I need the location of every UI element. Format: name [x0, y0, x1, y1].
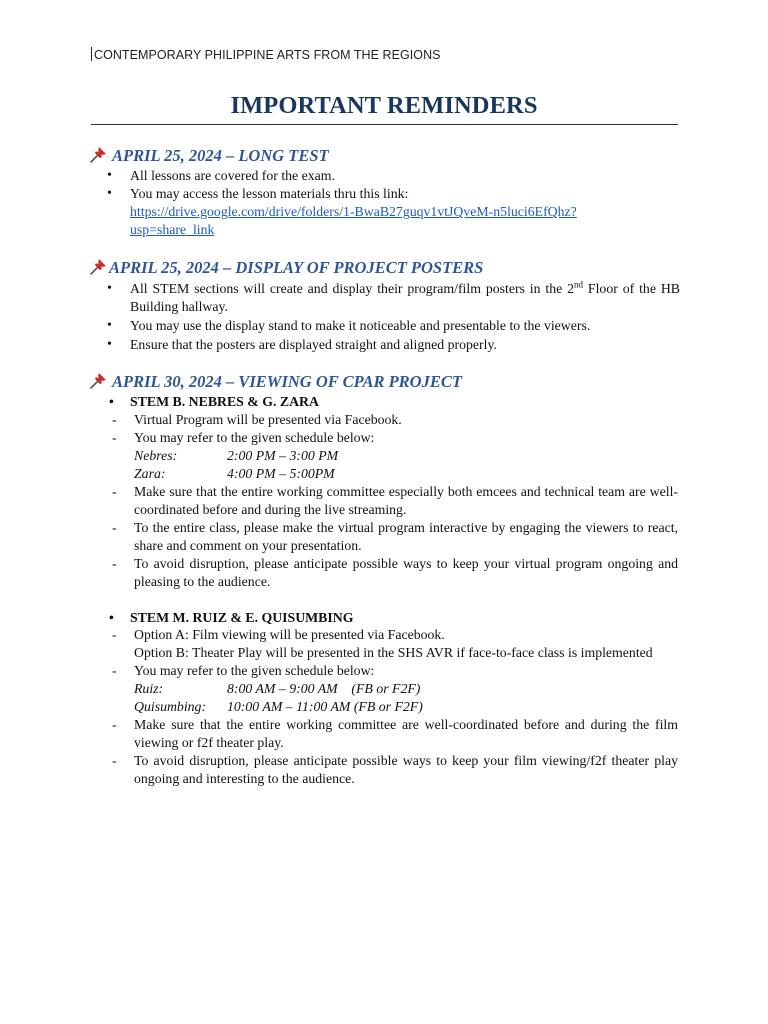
list-item: - To avoid disruption, please anticipate possible ways to keep your virtual program ongoing and pleasing to the audience. — [110, 555, 678, 591]
page-header — [91, 47, 441, 62]
lesson-materials-link[interactable]: https://drive.google.com/drive/folders/1-BwaB27guqv1vtJQveM-n5luci6EfQhz? — [130, 204, 577, 219]
list-item: • All STEM sections will create and display their program/film posters in the 2nd Floor of the HB Building hallway. — [105, 280, 680, 316]
group-heading-nebres-zara: • STEM B. NEBRES & G. ZARA — [109, 394, 319, 409]
section-heading-cpar-viewing — [89, 372, 462, 392]
header-text: CONTEMPORARY PHILIPPINE ARTS FROM THE REGIONS — [94, 48, 441, 62]
section-heading-posters — [89, 258, 483, 278]
schedule-row: Quisumbing: 10:00 AM – 11:00 AM (FB or F2F) — [134, 699, 423, 714]
list-item: - To avoid disruption, please anticipate possible ways to keep your film viewing/f2f theater play ongoing and interesting to the audience. — [110, 752, 678, 788]
list-item: • Ensure that the posters are displayed straight and aligned properly. — [105, 336, 680, 354]
nebres-zara-list — [110, 411, 678, 591]
header-divider — [91, 47, 92, 61]
schedule-row: Nebres: 2:00 PM – 3:00 PM — [134, 448, 339, 463]
pushpin-icon — [89, 372, 109, 390]
list-item: • All lessons are covered for the exam. — [105, 167, 680, 185]
list-item: - Virtual Program will be presented via Facebook. — [110, 411, 678, 429]
list-item: - You may refer to the given schedule below: Nebres: 2:00 PM – 3:00 PM Zara: 4:00 PM – 5:00PM — [110, 429, 678, 483]
schedule-row: Ruiz: 8:00 AM – 9:00 AM (FB or F2F) — [134, 681, 421, 696]
lesson-materials-link-cont[interactable]: usp=share_link — [130, 222, 215, 237]
page-title: IMPORTANT REMINDERS — [230, 92, 538, 119]
long-test-list — [105, 167, 680, 239]
group-heading-ruiz-quisumbing: • STEM M. RUIZ & E. QUISUMBING — [109, 610, 354, 625]
list-item: - To the entire class, please make the virtual program interactive by engaging the viewers to react, share and comment on your presentation. — [110, 519, 678, 555]
ruiz-quisumbing-list — [110, 626, 678, 788]
list-item: - Make sure that the entire working committee are well-coordinated before and during the film viewing or f2f theater play. — [110, 716, 678, 752]
section-heading-text: APRIL 25, 2024 – LONG TEST — [112, 146, 329, 165]
list-item: - You may refer to the given schedule below: Ruiz: 8:00 AM – 9:00 AM (FB or F2F) Quisumbing: 10:00 AM – 11:00 AM (FB or F2F) — [110, 662, 678, 716]
pushpin-icon — [89, 146, 109, 164]
list-item: - Option A: Film viewing will be presented via Facebook. — [110, 626, 678, 644]
list-item — [105, 185, 680, 239]
title-underline — [91, 124, 678, 125]
list-item: • You may use the display stand to make it noticeable and presentable to the viewers. — [105, 317, 680, 335]
list-item: - Make sure that the entire working committee especially both emcees and technical team are well-coordinated before and during the live streaming. — [110, 483, 678, 519]
list-item: Option B: Theater Play will be presented in the SHS AVR if face-to-face class is implemented — [134, 645, 653, 660]
list-item-text: • You may access the lesson materials thru this link: — [130, 186, 409, 201]
section-heading-text: APRIL 25, 2024 – DISPLAY OF PROJECT POSTERS — [109, 258, 484, 277]
section-heading-long-test — [89, 146, 329, 166]
section-heading-text: APRIL 30, 2024 – VIEWING OF CPAR PROJECT — [112, 372, 462, 391]
schedule-row: Zara: 4:00 PM – 5:00PM — [134, 466, 335, 481]
pushpin-icon — [89, 258, 109, 276]
posters-list — [105, 280, 680, 354]
